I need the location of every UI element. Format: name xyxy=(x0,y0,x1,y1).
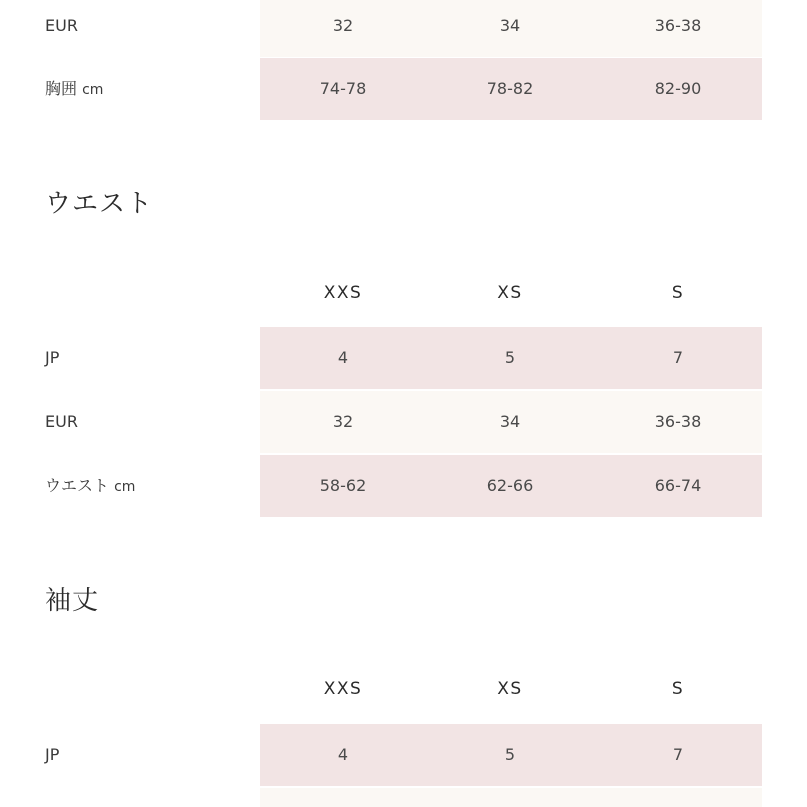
section-title-waist: ウエスト xyxy=(45,189,154,219)
row-label: EUR xyxy=(45,16,78,35)
table-cell: 5 xyxy=(504,745,516,764)
table-header-row xyxy=(0,658,807,720)
table-cell: 78-82 xyxy=(486,79,534,98)
row-label: JP xyxy=(45,348,60,367)
table-cell: 62-66 xyxy=(486,476,534,495)
table-cell: 7 xyxy=(672,745,684,764)
table-cell: 4 xyxy=(337,348,349,367)
row-label: 胸囲 cm xyxy=(45,79,104,98)
column-header: XXS xyxy=(323,283,363,303)
table-cell: 74-78 xyxy=(319,79,367,98)
table-cell: 5 xyxy=(504,348,516,367)
table-cell: 34 xyxy=(499,412,521,431)
table-header-row xyxy=(0,262,807,324)
column-header: XS xyxy=(497,283,523,303)
column-header: S xyxy=(671,679,685,699)
table-row xyxy=(0,391,807,453)
table-cell: 34 xyxy=(499,16,521,35)
column-header: S xyxy=(671,283,685,303)
column-header: XS xyxy=(497,679,523,699)
row-label: ウエスト cm xyxy=(45,476,136,495)
table-cell: 58-62 xyxy=(319,476,367,495)
table-cell: 82-90 xyxy=(654,79,702,98)
table-cell: 4 xyxy=(337,745,349,764)
section-title-sleeve: 袖丈 xyxy=(45,586,100,616)
table-cell: 7 xyxy=(672,348,684,367)
table-row xyxy=(0,327,807,389)
table-cell: 36-38 xyxy=(654,16,702,35)
table-cell: 36-38 xyxy=(654,412,702,431)
row-label: JP xyxy=(45,745,60,764)
table-row xyxy=(0,724,807,786)
table-row xyxy=(0,455,807,517)
table-row xyxy=(0,788,807,807)
table-cell: 66-74 xyxy=(654,476,702,495)
table-row xyxy=(0,0,807,57)
table-cell: 32 xyxy=(332,412,354,431)
row-label: EUR xyxy=(45,412,78,431)
table-row xyxy=(0,58,807,120)
row-band xyxy=(260,788,762,807)
table-cell: 32 xyxy=(332,16,354,35)
column-header: XXS xyxy=(323,679,363,699)
